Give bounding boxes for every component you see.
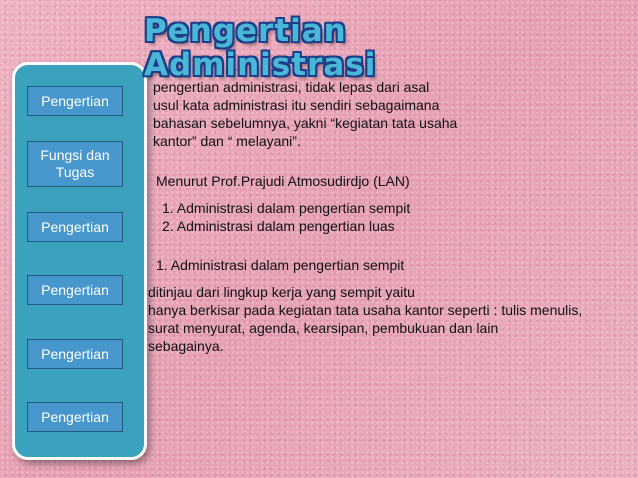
definition-list-item: 2. Administrasi dalam pengertian luas xyxy=(162,218,395,234)
nav-button-pengertian-3[interactable]: Pengertian xyxy=(27,275,123,305)
nav-button-fungsi-dan-tugas[interactable]: Fungsi dan Tugas xyxy=(27,141,123,187)
nav-button-pengertian-4[interactable]: Pengertian xyxy=(27,339,123,369)
intro-line: kantor” dan “ melayani”. xyxy=(153,133,301,149)
description-line: sebagainya. xyxy=(148,338,224,354)
definition-list-item: 1. Administrasi dalam pengertian sempit xyxy=(162,200,411,216)
description-line: hanya berkisar pada kegiatan tata usaha kantor seperti : tulis menulis, xyxy=(148,302,583,318)
description-line: surat menyurat, agenda, kearsipan, pembukuan dan lain xyxy=(148,320,499,336)
nav-button-pengertian-5[interactable]: Pengertian xyxy=(27,402,123,432)
definition-list xyxy=(162,199,410,235)
slide-title-line-1: Pengertian xyxy=(144,13,347,49)
source-paragraph: Menurut Prof.Prajudi Atmosudirdjo (LAN) xyxy=(156,173,410,189)
nav-button-pengertian-2[interactable]: Pengertian xyxy=(27,212,123,242)
intro-line: pengertian administrasi, tidak lepas dari asal xyxy=(153,79,430,95)
intro-line: bahasan sebelumnya, yakni “kegiatan tata usaha xyxy=(153,115,458,131)
intro-line: usul kata administrasi itu sendiri sebagaimana xyxy=(153,97,440,113)
slide-title xyxy=(144,14,376,82)
slide-title-line-2: Administrasi xyxy=(144,47,377,83)
description-paragraph xyxy=(148,283,582,355)
intro-paragraph xyxy=(153,78,457,150)
section-subheading: 1. Administrasi dalam pengertian sempit xyxy=(156,257,405,273)
sidebar-panel xyxy=(12,62,147,460)
nav-button-pengertian-1[interactable]: Pengertian xyxy=(27,86,123,116)
description-line: ditinjau dari lingkup kerja yang sempit yaitu xyxy=(148,284,415,300)
